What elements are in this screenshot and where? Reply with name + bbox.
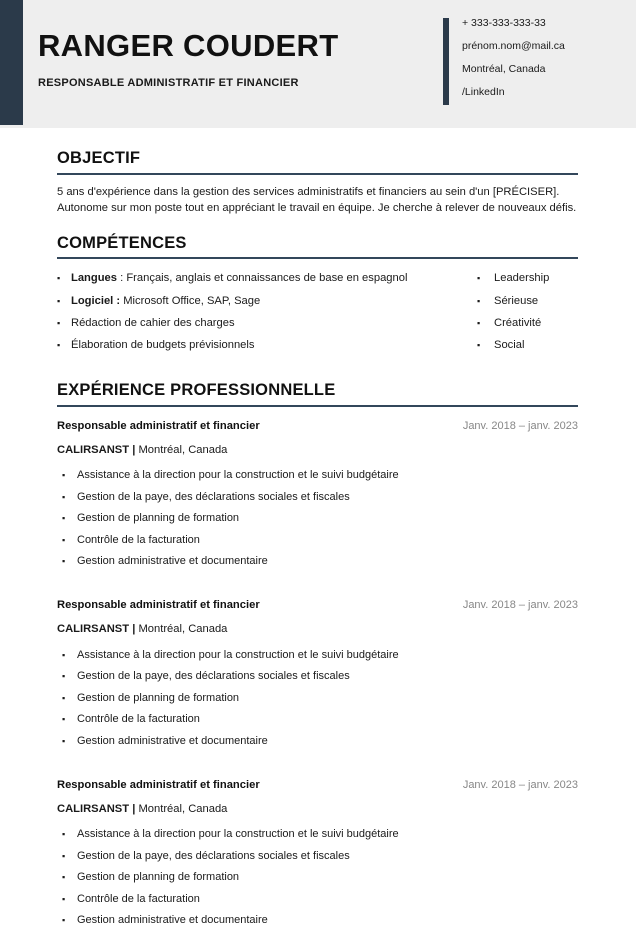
square-bullet-icon: ▪ (477, 317, 481, 328)
section-title-objectif: OBJECTIF (57, 149, 141, 167)
experience-dates: Janv. 2018 – janv. 2023 (462, 778, 578, 791)
experience-company-name: CALIRSANST | (57, 802, 136, 815)
experience-bullet (62, 693, 578, 704)
experience-bullet (62, 650, 578, 661)
candidate-job-title: RESPONSABLE ADMINISTRATIF ET FINANCIER (38, 76, 299, 89)
experience-dates: Janv. 2018 – janv. 2023 (462, 599, 578, 612)
experience-bullet (62, 513, 578, 524)
section-experience (57, 382, 578, 926)
section-title-competences: COMPÉTENCES (57, 233, 187, 252)
experience-role: Responsable administratif et financier (57, 599, 260, 612)
section-title-experience: EXPÉRIENCE PROFESSIONNELLE (57, 381, 336, 400)
bullet-text: Contrôle de la facturation (77, 892, 200, 905)
square-bullet-icon: ▪ (62, 850, 66, 861)
header-left-accent-bar (0, 0, 23, 125)
experience-bullet (62, 915, 578, 926)
square-bullet-icon: ▪ (62, 714, 66, 725)
skill-item (57, 273, 477, 284)
square-bullet-icon: ▪ (62, 470, 66, 481)
square-bullet-icon: ▪ (62, 692, 66, 703)
section-rule-competences (57, 257, 578, 259)
square-bullet-icon: ▪ (62, 513, 66, 524)
contact-location: Montréal, Canada (462, 63, 546, 75)
bullet-text: Rédaction de cahier des charges (71, 316, 235, 329)
experience-bullets (57, 650, 578, 747)
experience-role: Responsable administratif et financier (57, 778, 260, 791)
experience-item (57, 600, 578, 746)
bullet-text: Gestion de la paye, des déclarations sociales et fiscales (77, 490, 350, 503)
square-bullet-icon: ▪ (57, 340, 61, 351)
contact-lines (449, 18, 565, 105)
experience-header (57, 600, 578, 611)
bullet-text: Gestion de la paye, des déclarations sociales et fiscales (77, 849, 350, 862)
bullet-text: Créativité (494, 316, 542, 329)
square-bullet-icon: ▪ (477, 340, 481, 351)
soft-skill-item (477, 273, 578, 284)
square-bullet-icon: ▪ (62, 534, 66, 545)
section-rule-objectif (57, 173, 578, 175)
bullet-text: Élaboration de budgets prévisionnels (71, 339, 255, 352)
bullet-text: Gestion de planning de formation (77, 871, 240, 883)
resume-body (57, 128, 578, 937)
square-bullet-icon: ▪ (62, 735, 66, 746)
experience-bullet (62, 714, 578, 725)
experience-company-name: CALIRSANST | (57, 623, 136, 636)
square-bullet-icon: ▪ (62, 556, 66, 567)
bullet-text: Gestion de planning de formation (77, 512, 240, 525)
section-competences (57, 235, 578, 362)
bullet-text: Gestion administrative et documentaire (77, 555, 268, 568)
experience-header (57, 780, 578, 791)
bullet-text: Assistance à la direction pour la construction et le suivi budgétaire (77, 828, 399, 840)
square-bullet-icon: ▪ (477, 273, 481, 284)
experience-bullet (62, 736, 578, 747)
experience-bullet (62, 671, 578, 682)
experience-bullet (62, 535, 578, 546)
experience-bullet (62, 872, 578, 883)
contact-linkedin[interactable]: /LinkedIn (462, 86, 505, 98)
experience-location: Montréal, Canada (135, 802, 228, 815)
experience-bullet (62, 894, 578, 905)
skill-label: Logiciel : (71, 294, 121, 307)
header-content (23, 0, 636, 128)
experience-bullet (62, 492, 578, 503)
bullet-text: Gestion administrative et documentaire (77, 734, 268, 747)
square-bullet-icon: ▪ (62, 893, 66, 904)
experience-bullet (62, 829, 578, 840)
soft-skill-item (477, 340, 578, 351)
bullet-text: Sérieuse (494, 294, 539, 307)
square-bullet-icon: ▪ (477, 295, 481, 306)
experience-bullets (57, 829, 578, 926)
square-bullet-icon: ▪ (62, 829, 66, 839)
bullet-text: Leadership (494, 272, 550, 285)
square-bullet-icon: ▪ (62, 915, 66, 925)
experience-company (57, 624, 578, 635)
bullet-text: Logiciel : Microsoft Office, SAP, Sage (71, 294, 261, 307)
square-bullet-icon: ▪ (62, 671, 66, 682)
skill-label: Langues (71, 272, 118, 285)
bullet-text: Gestion administrative et documentaire (77, 914, 268, 926)
bullet-text: Langues : Français, anglais et connaissances de base en espagnol (71, 272, 408, 285)
soft-skill-item (477, 318, 578, 329)
experience-bullet (62, 556, 578, 567)
objective-paragraph: 5 ans d'expérience dans la gestion des services administratifs et financiers au sein d'un [PRÉCISER]. Autonome sur mon poste tout en appréciant le travail en équipe. Je cherche à relever de nouveaux défis. (57, 185, 577, 214)
bullet-text: Gestion de la paye, des déclarations sociales et fiscales (77, 670, 350, 683)
experience-list (57, 421, 578, 926)
skill-item (57, 340, 477, 351)
skills-column-left (57, 273, 477, 362)
bullet-text: Social (494, 339, 525, 352)
experience-company (57, 804, 578, 815)
experience-dates: Janv. 2018 – janv. 2023 (462, 419, 578, 432)
bullet-text: Contrôle de la facturation (77, 713, 200, 726)
bullet-text: Assistance à la direction pour la construction et le suivi budgétaire (77, 648, 399, 661)
experience-bullet (62, 470, 578, 481)
bullet-text: Gestion de planning de formation (77, 691, 240, 704)
experience-header (57, 421, 578, 432)
experience-item (57, 421, 578, 567)
square-bullet-icon: ▪ (57, 317, 61, 328)
section-objectif (57, 150, 578, 216)
skill-item (57, 318, 477, 329)
skill-item (57, 296, 477, 307)
skills-columns (57, 273, 578, 362)
bullet-text: Assistance à la direction pour la construction et le suivi budgétaire (77, 469, 399, 482)
name-block (38, 30, 438, 89)
experience-bullet (62, 851, 578, 862)
square-bullet-icon: ▪ (57, 273, 61, 284)
experience-location: Montréal, Canada (135, 443, 228, 456)
experience-role: Responsable administratif et financier (57, 419, 260, 432)
experience-bullets (57, 470, 578, 567)
contact-block (443, 18, 565, 105)
contact-phone: + 333-333-333-33 (462, 17, 546, 29)
section-rule-experience (57, 405, 578, 407)
square-bullet-icon: ▪ (62, 491, 66, 502)
soft-skill-item (477, 296, 578, 307)
bullet-text: Contrôle de la facturation (77, 533, 200, 546)
square-bullet-icon: ▪ (62, 872, 66, 882)
square-bullet-icon: ▪ (62, 649, 66, 660)
square-bullet-icon: ▪ (57, 295, 61, 306)
experience-company (57, 445, 578, 456)
resume-header (0, 0, 636, 128)
candidate-name: RANGER COUDERT (38, 28, 339, 63)
skills-column-right (477, 273, 578, 362)
experience-company-name: CALIRSANST | (57, 443, 136, 456)
experience-location: Montréal, Canada (135, 623, 228, 636)
contact-email: prénom.nom@mail.ca (462, 40, 565, 52)
experience-item (57, 780, 578, 926)
